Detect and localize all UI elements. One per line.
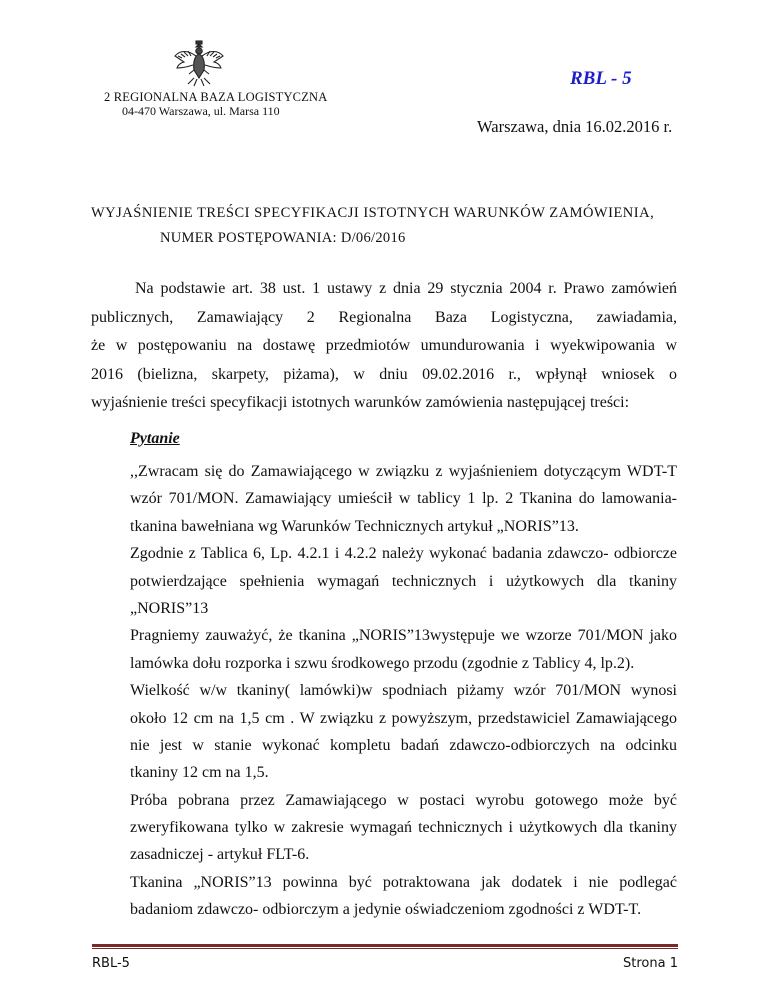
intro-line: Na podstawie art. 38 ust. 1 ustawy z dnia 29 stycznia 2004 r. Prawo zamówień [135,280,677,297]
question-line: tkaniny 12 cm na 1,5. [130,764,269,782]
question-heading: Pytanie [130,430,180,447]
question-line: tkanina bawełniana wg Warunków Technicznych artykuł „NORIS”13. [130,517,579,535]
intro-line: wyjaśnienie treści specyfikacji istotnych warunków zamówienia następującej treści: [91,394,630,411]
question-line: nie jest w stanie wykonać kompletu badań zdawczo-odbiorczych na odcinku [130,736,677,754]
question-line: około 12 cm na 1,5 cm . W związku z powyższym, przedstawiciel Zamawiającego [130,709,677,727]
document-date: Warszawa, dnia 16.02.2016 r. [477,117,673,136]
footer-rule [92,944,678,947]
intro-line: że w postępowaniu na dostawę przedmiotów umundurowania i wyekwipowania w [91,337,677,354]
organization-address: 04-470 Warszawa, ul. Marsa 110 [122,104,280,118]
question-line: Tkanina „NORIS”13 powinna być potraktowana jak dodatek i nie podlegać [130,873,677,891]
organization-name: 2 REGIONALNA BAZA LOGISTYCZNA [104,90,328,104]
question-line: lamówka dołu rozporka i szwu środkowego przodu (zgodnie z Tablicy 4, lp.2). [130,654,635,672]
question-line: Pragniemy zauważyć, że tkanina „NORIS”13występuje we wzorze 701/MON jako [130,627,677,645]
question-line: Próba pobrana przez Zamawiającego w postaci wyrobu gotowego może być [130,791,677,809]
question-line: zasadniczej - artykuł FLT-6. [130,846,310,864]
intro-paragraph [91,275,677,418]
intro-line: 2016 (bielizna, skarpety, piżama), w dniu 09.02.2016 r., wpłynął wniosek o [91,365,677,383]
footer-document-code: RBL-5 [92,956,130,971]
procedure-number: NUMER POSTĘPOWANIA: D/06/2016 [160,230,406,246]
footer-rule-thin [92,948,678,949]
question-line: ,,Zwracam się do Zamawiającego w związku z wyjaśnieniem dotyczącym WDT-T [130,463,677,480]
question-line: potwierdzające spełnienia wymagań technicznych i użytkowych dla tkaniny [130,572,677,590]
question-body [130,458,677,924]
question-line: zweryfikowana tylko w zakresie wymagań technicznych i użytkowych dla tkaniny [130,819,677,837]
question-line: badaniom zdawczo- odbiorczym a jedynie oświadczeniom zgodności z WDT-T. [130,901,642,919]
question-line: Zgodnie z Tablica 6, Lp. 4.2.1 i 4.2.2 należy wykonać badania zdawczo- odbiorcze [130,545,677,563]
document-reference-code: RBL - 5 [570,68,632,89]
question-line: wzór 701/MON. Zamawiający umieścił w tablicy 1 lp. 2 Tkanina do lamowania- [130,490,677,508]
page-number: Strona 1 [623,956,678,971]
question-line: Wielkość w/w tkaniny( lamówki)w spodniach piżamy wzór 701/MON wynosi [130,682,677,700]
polish-eagle-icon [172,38,226,88]
document-title: WYJAŚNIENIE TREŚCI SPECYFIKACJI ISTOTNYCH WARUNKÓW ZAMÓWIENIA, [91,205,655,221]
question-line: „NORIS”13 [130,599,209,617]
intro-line: publicznych, Zamawiający 2 Regionalna Baza Logistyczna, zawiadamia, [91,308,677,326]
